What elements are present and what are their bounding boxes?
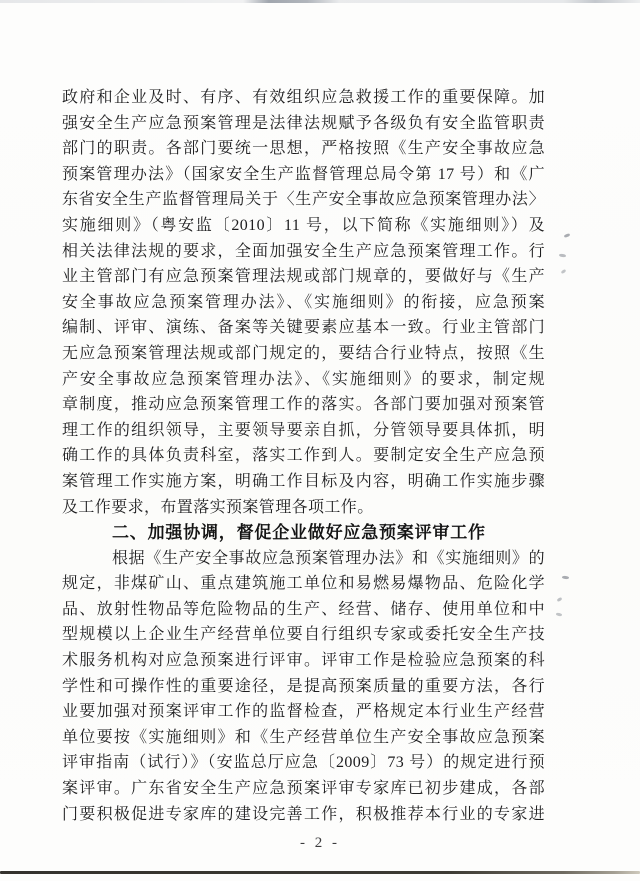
text-line: 业要加强对预案评审工作的监督检查，严格规定本行业生产经营 xyxy=(62,703,545,721)
scan-edge-top xyxy=(0,0,640,3)
text-line: 部门的职责。各部门要统一思想，严格按照《生产安全事故应急 xyxy=(62,140,545,158)
scan-speck xyxy=(556,612,563,616)
scan-speck xyxy=(561,269,567,274)
text-line: 无应急预案管理法规或部门规定的，要结合行业特点，按照《生 xyxy=(62,344,545,362)
text-line: 理工作的组织领导，主要领导要亲自抓，分管领导要具体抓，明 xyxy=(62,421,545,439)
text-line: 门要积极促进专家库的建设完善工作，积极推荐本行业的专家进 xyxy=(62,805,545,823)
text-line: 二、加强协调，督促企业做好应急预案评审工作 xyxy=(112,523,486,543)
scan-speck xyxy=(559,253,566,257)
text-line: 安全事故应急预案管理办法》、《实施细则》的衔接，应急预案 xyxy=(62,293,545,311)
text-line: 案评审。广东省安全生产应急预案评审专家库已初步建成，各部 xyxy=(62,780,545,798)
text-line: 学性和可操作性的重要途径，是提高预案质量的重要方法，各行 xyxy=(62,677,545,695)
text-line: 术服务机构对应急预案进行评审。评审工作是检验应急预案的科 xyxy=(62,652,545,670)
text-line: 强安全生产应急预案管理是法律法规赋予各级负有安全监管职责 xyxy=(62,114,545,132)
text-line: 相关法律法规的要求，全面加强安全生产应急预案管理工作。行 xyxy=(62,242,545,260)
text-line: 型规模以上企业生产经营单位要自行组织专家或委托安全生产技 xyxy=(62,626,545,644)
text-line: 评审指南（试行）》（安监总厅应急〔2009〕73 号）的规定进行预 xyxy=(62,754,545,772)
scan-speck xyxy=(564,233,571,238)
text-line: 案管理工作实施方案，明确工作目标及内容，明确工作实施步骤 xyxy=(62,472,545,490)
text-line: 品、放射性物品等危险物品的生产、经营、储存、使用单位和中 xyxy=(62,600,545,618)
text-line: 规定，非煤矿山、重点建筑施工单位和易燃易爆物品、危险化学 xyxy=(62,575,545,593)
text-line: 预案管理办法》（国家安全生产监督管理总局令第 17 号）和《广 xyxy=(62,165,545,183)
text-line: 根据《生产安全事故应急预案管理办法》和《实施细则》的 xyxy=(112,549,545,567)
text-line: 单位要按《实施细则》和《生产经营单位生产安全事故应急预案 xyxy=(62,728,545,746)
text-line: 章制度，推动应急预案管理工作的落实。各部门要加强对预案管 xyxy=(62,396,545,414)
text-line: 编制、评审、演练、备案等关键要素应基本一致。行业主管部门 xyxy=(62,319,545,337)
scan-speck xyxy=(562,576,569,580)
text-line: 实施细则》（粤安监〔2010〕11 号，以下简称《实施细则》）及 xyxy=(62,216,545,234)
text-line: 产安全事故应急预案管理办法》、《实施细则》的要求，制定规 xyxy=(62,370,545,388)
text-line: 及工作要求，布置落实预案管理各项工作。 xyxy=(62,498,374,516)
scan-edge-bottom xyxy=(0,871,640,874)
page-number: - 2 - xyxy=(300,835,340,851)
scan-speck xyxy=(557,597,563,602)
text-line: 东省安全生产监督管理局关于〈生产安全事故应急预案管理办法〉 xyxy=(62,191,545,209)
document-body xyxy=(62,85,545,827)
text-line: 业主管部门有应急预案管理法规或部门规章的，要做好与《生产 xyxy=(62,268,545,286)
text-line: 确工作的具体负责科室，落实工作到人。要制定安全生产应急预 xyxy=(62,447,545,465)
text-line: 政府和企业及时、有序、有效组织应急救援工作的重要保障。加 xyxy=(62,89,545,106)
